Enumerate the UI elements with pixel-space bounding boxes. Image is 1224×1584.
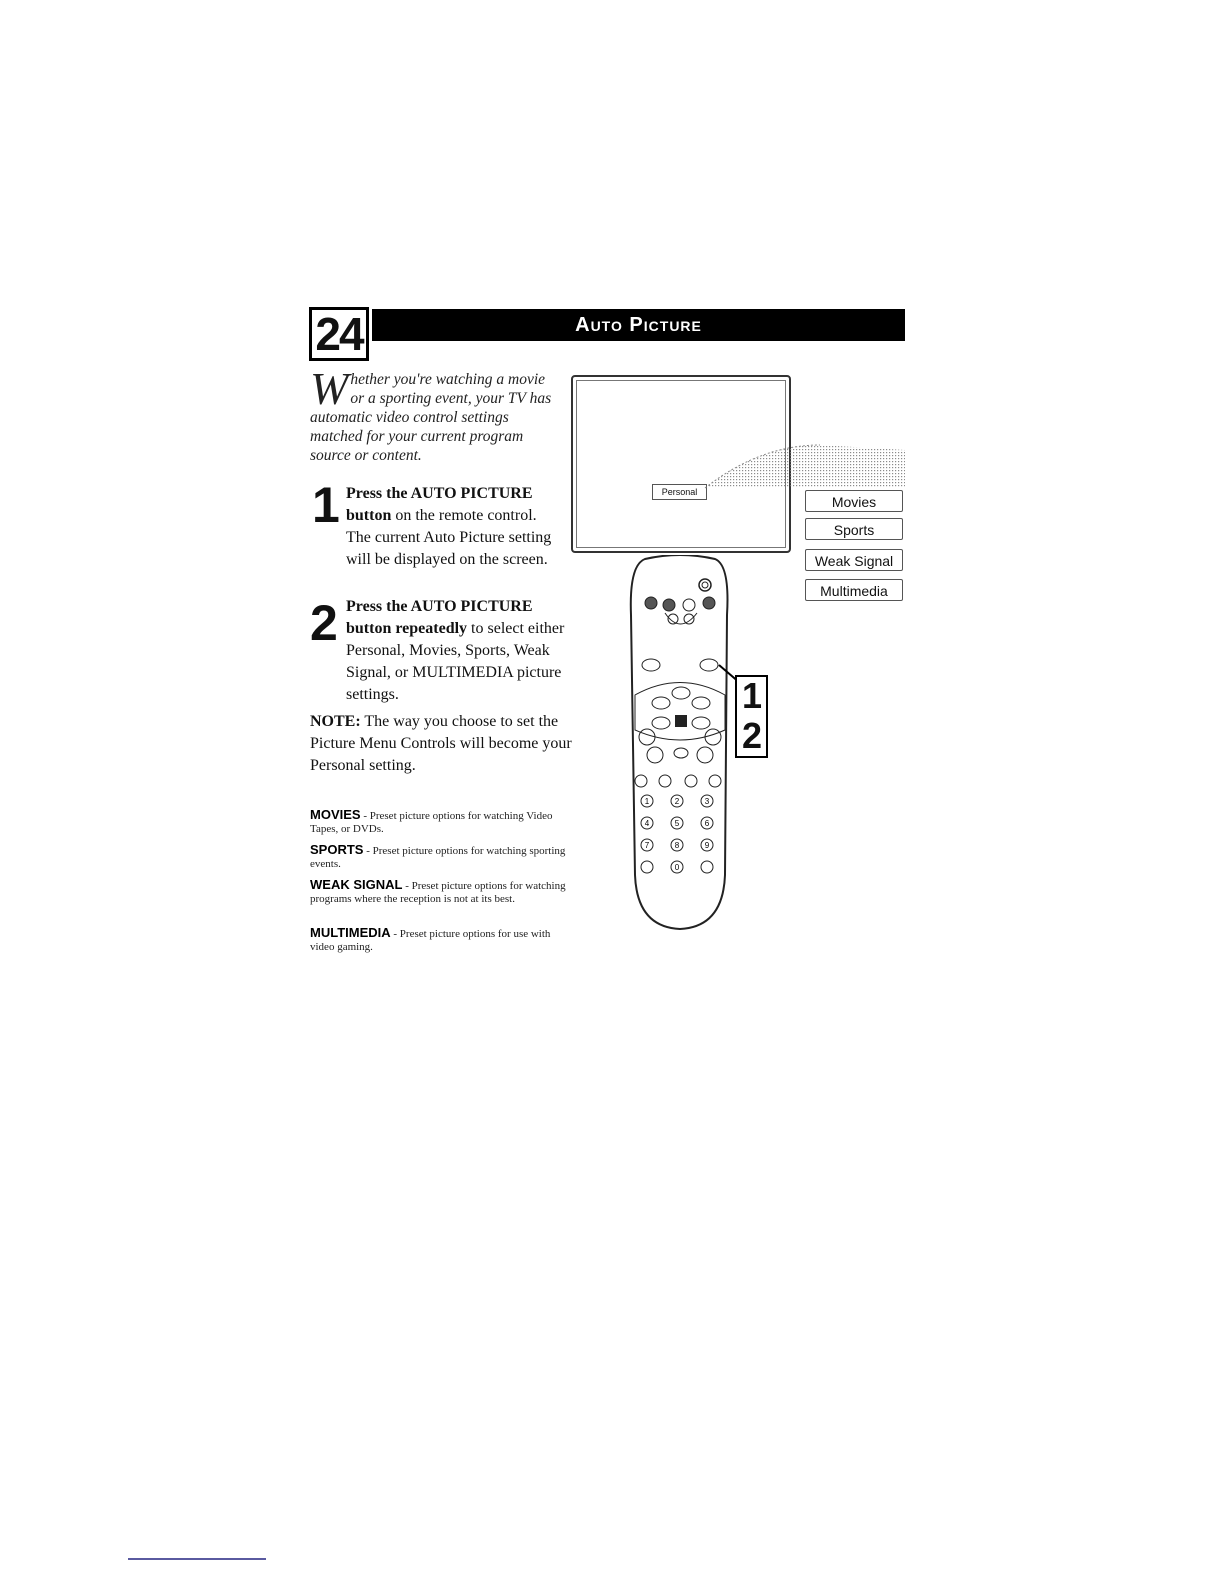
note-label: NOTE: — [310, 713, 361, 730]
page-title: Auto Picture — [372, 309, 905, 341]
glossary-term: MOVIES — [310, 807, 361, 822]
key-6: 6 — [704, 819, 710, 828]
callout-2: 2 — [741, 715, 763, 756]
step-1-bold: Press the AUTO PICTURE button — [346, 485, 533, 524]
page-number: 24 — [309, 307, 369, 361]
step-2-bold: Press the AUTO PICTURE button repeatedly — [346, 598, 533, 637]
intro-text: hether you're watching a movie or a sporting event, your TV has automatic video control settings matched for your current program source or content. — [310, 371, 552, 464]
glossary-desc: - Preset picture options for watching Video Tapes, or DVDs. — [310, 810, 553, 835]
glossary-term: WEAK SIGNAL — [310, 877, 403, 892]
step-1-number: 1 — [312, 477, 340, 533]
key-0: 0 — [674, 863, 680, 872]
menu-option-movies: Movies — [805, 490, 903, 512]
tv-osd-label: Personal — [652, 484, 707, 500]
step-1-text — [346, 483, 558, 571]
note-text: The way you choose to set the Picture Menu Controls will become your Personal setting. — [310, 713, 572, 774]
glossary-multimedia — [310, 926, 568, 954]
note — [310, 711, 572, 777]
step-2-text — [346, 596, 566, 706]
step-2-body: to select either Personal, Movies, Sports, Weak Signal, or MULTIMEDIA picture settings. — [346, 620, 565, 703]
menu-option-sports: Sports — [805, 518, 903, 540]
key-5: 5 — [674, 819, 680, 828]
key-4: 4 — [644, 819, 650, 828]
glossary-movies — [310, 808, 568, 836]
glossary-desc: - Preset picture options for watching programs where the reception is not at its best. — [310, 880, 566, 905]
callout-1: 1 — [741, 675, 763, 716]
glossary-term: MULTIMEDIA — [310, 925, 391, 940]
key-2: 2 — [674, 797, 680, 806]
key-1: 1 — [644, 797, 650, 806]
glossary-sports — [310, 843, 568, 871]
step-1-body: on the remote control. The current Auto Picture setting will be displayed on the screen. — [346, 507, 552, 568]
glossary-desc: - Preset picture options for use with video gaming. — [310, 928, 551, 953]
key-8: 8 — [674, 841, 680, 850]
menu-option-weak-signal: Weak Signal — [805, 549, 903, 571]
key-7: 7 — [644, 841, 650, 850]
stop-button-icon — [675, 715, 687, 727]
glossary-term: SPORTS — [310, 842, 364, 857]
footer-rule — [128, 1558, 266, 1560]
menu-option-multimedia: Multimedia — [805, 579, 903, 601]
step-2-number: 2 — [310, 595, 338, 651]
remote-control-illustration — [615, 555, 745, 935]
glossary-desc: - Preset picture options for watching sporting events. — [310, 845, 566, 870]
intro-paragraph — [310, 363, 560, 465]
key-9: 9 — [704, 841, 710, 850]
key-3: 3 — [704, 797, 710, 806]
glossary-weak-signal — [310, 878, 568, 906]
intro-dropcap: W — [310, 363, 349, 414]
